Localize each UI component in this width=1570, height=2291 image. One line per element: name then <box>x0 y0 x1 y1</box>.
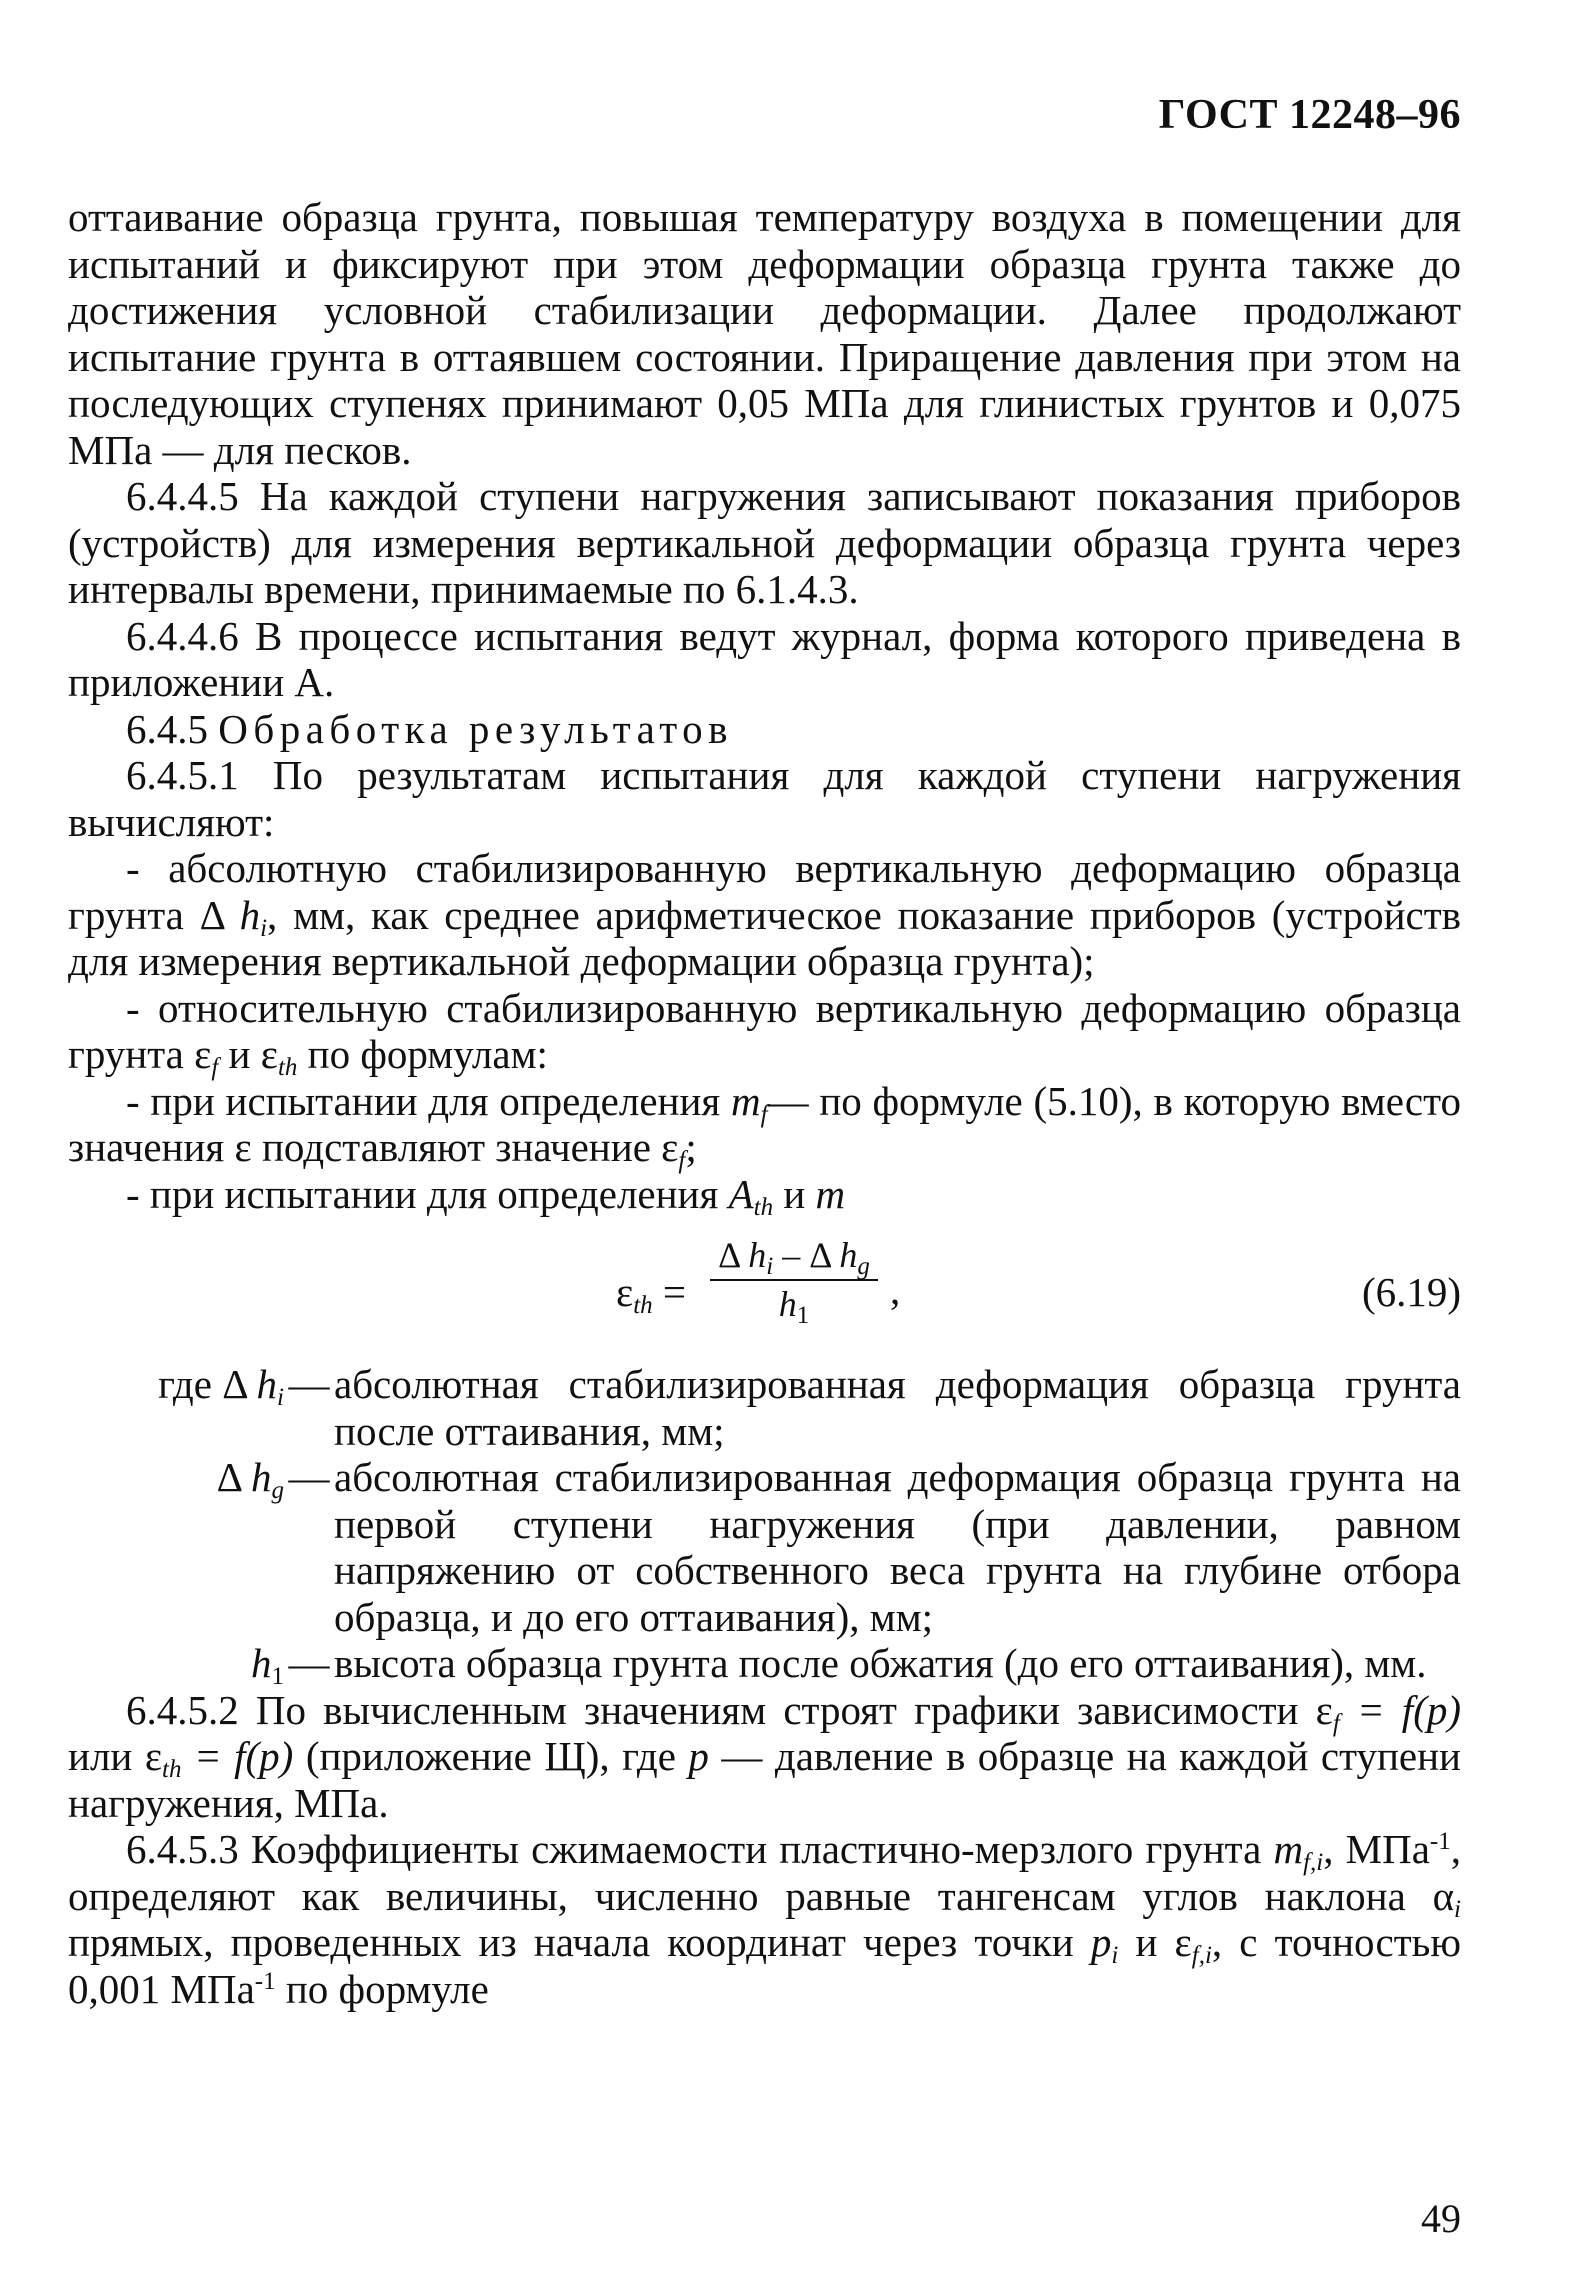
where-item-delta-hg: Δ $h_g$ — абсолютная стабилизированная деформация образца грунта на первой ступени нагружения (при давлении, равном напряжению от собственного веса грунта на глубине отбора образца, и до его оттаивания), мм; <box>68 1454 1461 1640</box>
clause-6-4-5-1: 6.4.5.1 По результатам испытания для каждой ступени нагружения вычисляют: <box>68 752 1461 845</box>
section-heading-6-4-5 <box>68 706 1461 753</box>
document-body <box>68 194 1461 2012</box>
where-term: $h_1$ <box>251 1640 284 1690</box>
symbol-eps-f: $\varepsilon_f$ <box>661 1124 686 1174</box>
formula-6-19 <box>68 1231 1461 1353</box>
symbol-delta-hi: Δ $h_i$ <box>199 891 268 942</box>
bullet-ath-m: - при испытании для определения $A_{th}$ и m <box>126 1170 846 1221</box>
symbol-a-th: $A_{th}$ <box>728 1170 774 1221</box>
where-definition: высота образца грунта после обжатия (до его оттаивания), мм. <box>334 1640 1427 1686</box>
symbol-m-f: $m_f$ <box>731 1077 768 1128</box>
formula-fraction <box>704 1233 884 1327</box>
bullet-relative-deformation: - относительную стабилизированную вертикальную деформацию образца грунта $\varepsilon_f$ и $\varepsilon_{th}$ по формулам: <box>68 984 1461 1081</box>
clause-6-4-4-6: 6.4.4.6 В процессе испытания ведут журнал, форма которого приведена в приложении А. <box>68 612 1461 705</box>
bullet-mf: - при испытании для определения $m_f—$ по формуле (5.10), в которую вместо значения ε подставляют значение $\varepsilon_f$; <box>68 1077 1461 1174</box>
symbol-eps-f: $\varepsilon_f$ <box>194 1031 219 1081</box>
section-title: Обработка результатов <box>218 705 734 752</box>
equation-number: (6.19) <box>1361 1269 1461 1315</box>
symbol-m: m <box>815 1170 846 1217</box>
where-definition: абсолютная стабилизированная деформация образца грунта на первой ступени нагружения (при давлении, равном напряжению от собственного веса грунта на глубине отбора образца, и до его оттаивания), мм; <box>334 1454 1461 1640</box>
clause-6-4-5-2: 6.4.5.2 По вычисленным значениям строят графики зависимости $\varepsilon_f = f(p)$ или $\varepsilon_{th} = f(p)$ (приложение Щ), где p — давление в образце на каждой ступени нагружения, МПа. <box>68 1686 1462 1826</box>
paragraph-continuation: оттаивание образца грунта, повышая температуру воздуха в помещении для испытаний и фиксируют при этом деформации образца грунта также до достижения условной стабилизации деформации. Далее продолжают испытание грунта в оттаявшем состоянии. Приращение давления при этом на последующих ступенях принимают 0,05 МПа для глинистых грунтов и 0,075 МПа — для песков. <box>68 194 1461 473</box>
where-term: Δ $h_g$ <box>216 1454 284 1504</box>
clause-6-4-4-5: 6.4.4.5 На каждой ступени нагружения записывают показания приборов (устройств) для измерения вертикальной деформации образца грунта через интервалы времени, принимаемые по 6.1.4.3. <box>68 473 1461 612</box>
clause-6-4-5-3: 6.4.5.3 Коэффициенты сжимаемости пластично-мерзлого грунта $m_{f,i}$, МПа$^{-1}$, определяют как величины, численно равные тангенсам углов наклона $\alpha_i$ прямых, проведенных из начала координат через точки $p_i$ и $\varepsilon_{f,i}$, с точностью 0,001 МПа$^{-1}$ по формуле <box>68 1826 1461 2012</box>
where-item-delta-hi: где Δ $h_i$ — абсолютная стабилизированная деформация образца грунта после оттаивания, мм; <box>68 1361 1461 1454</box>
formula-lhs: $\varepsilon_{th}$ = <box>616 1269 687 1319</box>
page-number: 49 <box>1421 2196 1461 2241</box>
formula-comma: , <box>890 1267 901 1313</box>
document-page <box>68 0 1461 2291</box>
formula-denominator: $h_1$ <box>778 1284 810 1329</box>
bullet-absolute-deformation: - абсолютную стабилизированную вертикальную деформацию образца грунта Δ $h_i$, мм, как среднее арифметическое показание приборов (устройств для измерения вертикальной деформации образца грунта); <box>68 845 1461 984</box>
section-number: 6.4.5 <box>126 705 208 752</box>
where-list <box>68 1361 1461 1690</box>
where-term: где Δ $h_i$ <box>158 1361 284 1411</box>
where-definition: абсолютная стабилизированная деформация образца грунта после оттаивания, мм; <box>334 1361 1461 1454</box>
formula-numerator: Δ $h_i$ – Δ $h_g$ <box>718 1235 870 1280</box>
document-code-header: ГОСТ 12248–96 <box>1158 92 1461 138</box>
where-item-h1: $h_1$ — высота образца грунта после обжатия (до его оттаивания), мм. <box>68 1640 1461 1687</box>
symbol-eps-th: $\varepsilon_{th}$ <box>260 1031 298 1081</box>
